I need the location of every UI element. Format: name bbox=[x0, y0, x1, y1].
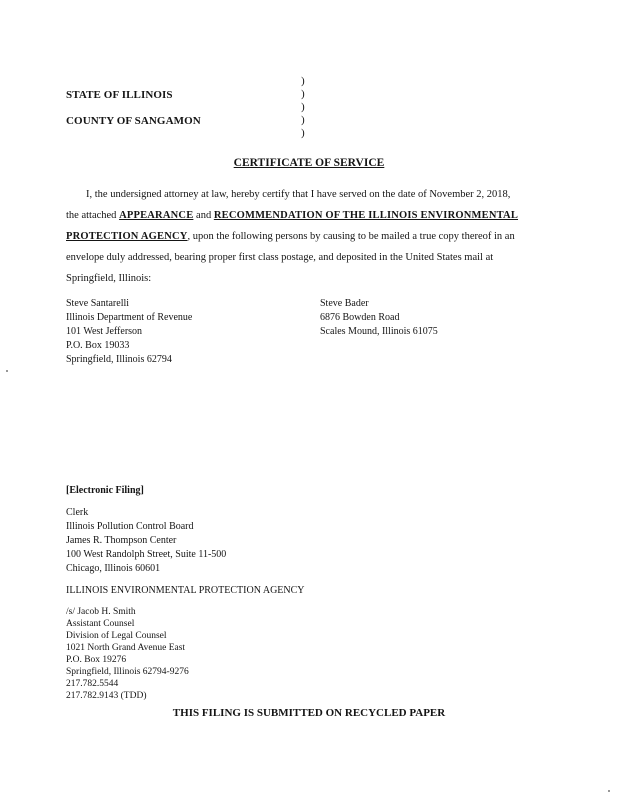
paragraph-line-2 bbox=[66, 205, 518, 226]
signature-line: 1021 North Grand Avenue East bbox=[66, 643, 186, 653]
certification-paragraph bbox=[66, 184, 518, 289]
signature-line: Springfield, Illinois 62794-9276 bbox=[66, 667, 189, 677]
address-line: Illinois Pollution Control Board bbox=[66, 521, 194, 532]
agency-name: ILLINOIS ENVIRONMENTAL PROTECTION AGENCY bbox=[66, 585, 305, 596]
paragraph-line-1: I, the undersigned attorney at law, hereby certify that I have served on the date of November 2, 2018, bbox=[86, 189, 511, 200]
page-title: CERTIFICATE OF SERVICE bbox=[233, 157, 385, 169]
document-title-appearance: APPEARANCE bbox=[119, 210, 194, 221]
paragraph-text: , upon the following persons by causing to be mailed a true copy thereof in an bbox=[187, 231, 515, 242]
recipient-santarelli bbox=[66, 297, 192, 367]
recipient-clerk bbox=[66, 506, 226, 576]
paragraph-line-3 bbox=[66, 226, 518, 247]
address-line: 100 West Randolph Street, Suite 11-500 bbox=[66, 549, 227, 560]
address-line: Springfield, Illinois 62794 bbox=[66, 354, 172, 365]
address-line: 6876 Bowden Road bbox=[320, 312, 400, 323]
address-line: Clerk bbox=[66, 507, 89, 518]
signature-block bbox=[66, 606, 189, 702]
scan-speck bbox=[608, 790, 610, 792]
caption-county: COUNTY OF SANGAMON bbox=[66, 115, 201, 127]
address-line: Steve Santarelli bbox=[66, 298, 130, 309]
recipient-bader bbox=[320, 297, 438, 339]
address-line: Scales Mound, Illinois 61075 bbox=[320, 326, 438, 337]
scan-speck bbox=[6, 370, 8, 372]
signature-line: Division of Legal Counsel bbox=[66, 631, 167, 641]
signature-line: P.O. Box 19276 bbox=[66, 655, 127, 665]
address-line: Steve Bader bbox=[320, 298, 369, 309]
bracket-paren: ) bbox=[301, 101, 305, 113]
recycled-paper-notice: THIS FILING IS SUBMITTED ON RECYCLED PAPER bbox=[172, 707, 446, 719]
address-line: Illinois Department of Revenue bbox=[66, 312, 193, 323]
document-title-recommendation: RECOMMENDATION OF THE ILLINOIS ENVIRONMENTAL bbox=[213, 210, 519, 221]
electronic-filing-label: [Electronic Filing] bbox=[66, 485, 144, 496]
bracket-paren: ) bbox=[301, 75, 305, 87]
signature-line: 217.782.9143 (TDD) bbox=[66, 691, 147, 701]
paragraph-line-5: Springfield, Illinois: bbox=[66, 273, 152, 284]
signature-line: Assistant Counsel bbox=[66, 619, 135, 629]
address-line: P.O. Box 19033 bbox=[66, 340, 130, 351]
signature-line: 217.782.5544 bbox=[66, 679, 119, 689]
address-line: James R. Thompson Center bbox=[66, 535, 177, 546]
caption-bracket bbox=[301, 75, 305, 140]
caption-state: STATE OF ILLINOIS bbox=[66, 89, 173, 101]
address-line: Chicago, Illinois 60601 bbox=[66, 563, 161, 574]
paragraph-text: and bbox=[193, 210, 214, 221]
bracket-paren: ) bbox=[301, 88, 305, 100]
document-title-agency: PROTECTION AGENCY bbox=[66, 231, 188, 242]
paragraph-text: the attached bbox=[66, 210, 120, 221]
paragraph-line-4: envelope duly addressed, bearing proper first class postage, and deposited in the United States mail at bbox=[66, 252, 494, 263]
address-line: 101 West Jefferson bbox=[66, 326, 143, 337]
bracket-paren: ) bbox=[301, 127, 305, 139]
signature-line: /s/ Jacob H. Smith bbox=[66, 607, 136, 617]
bracket-paren: ) bbox=[301, 114, 305, 126]
